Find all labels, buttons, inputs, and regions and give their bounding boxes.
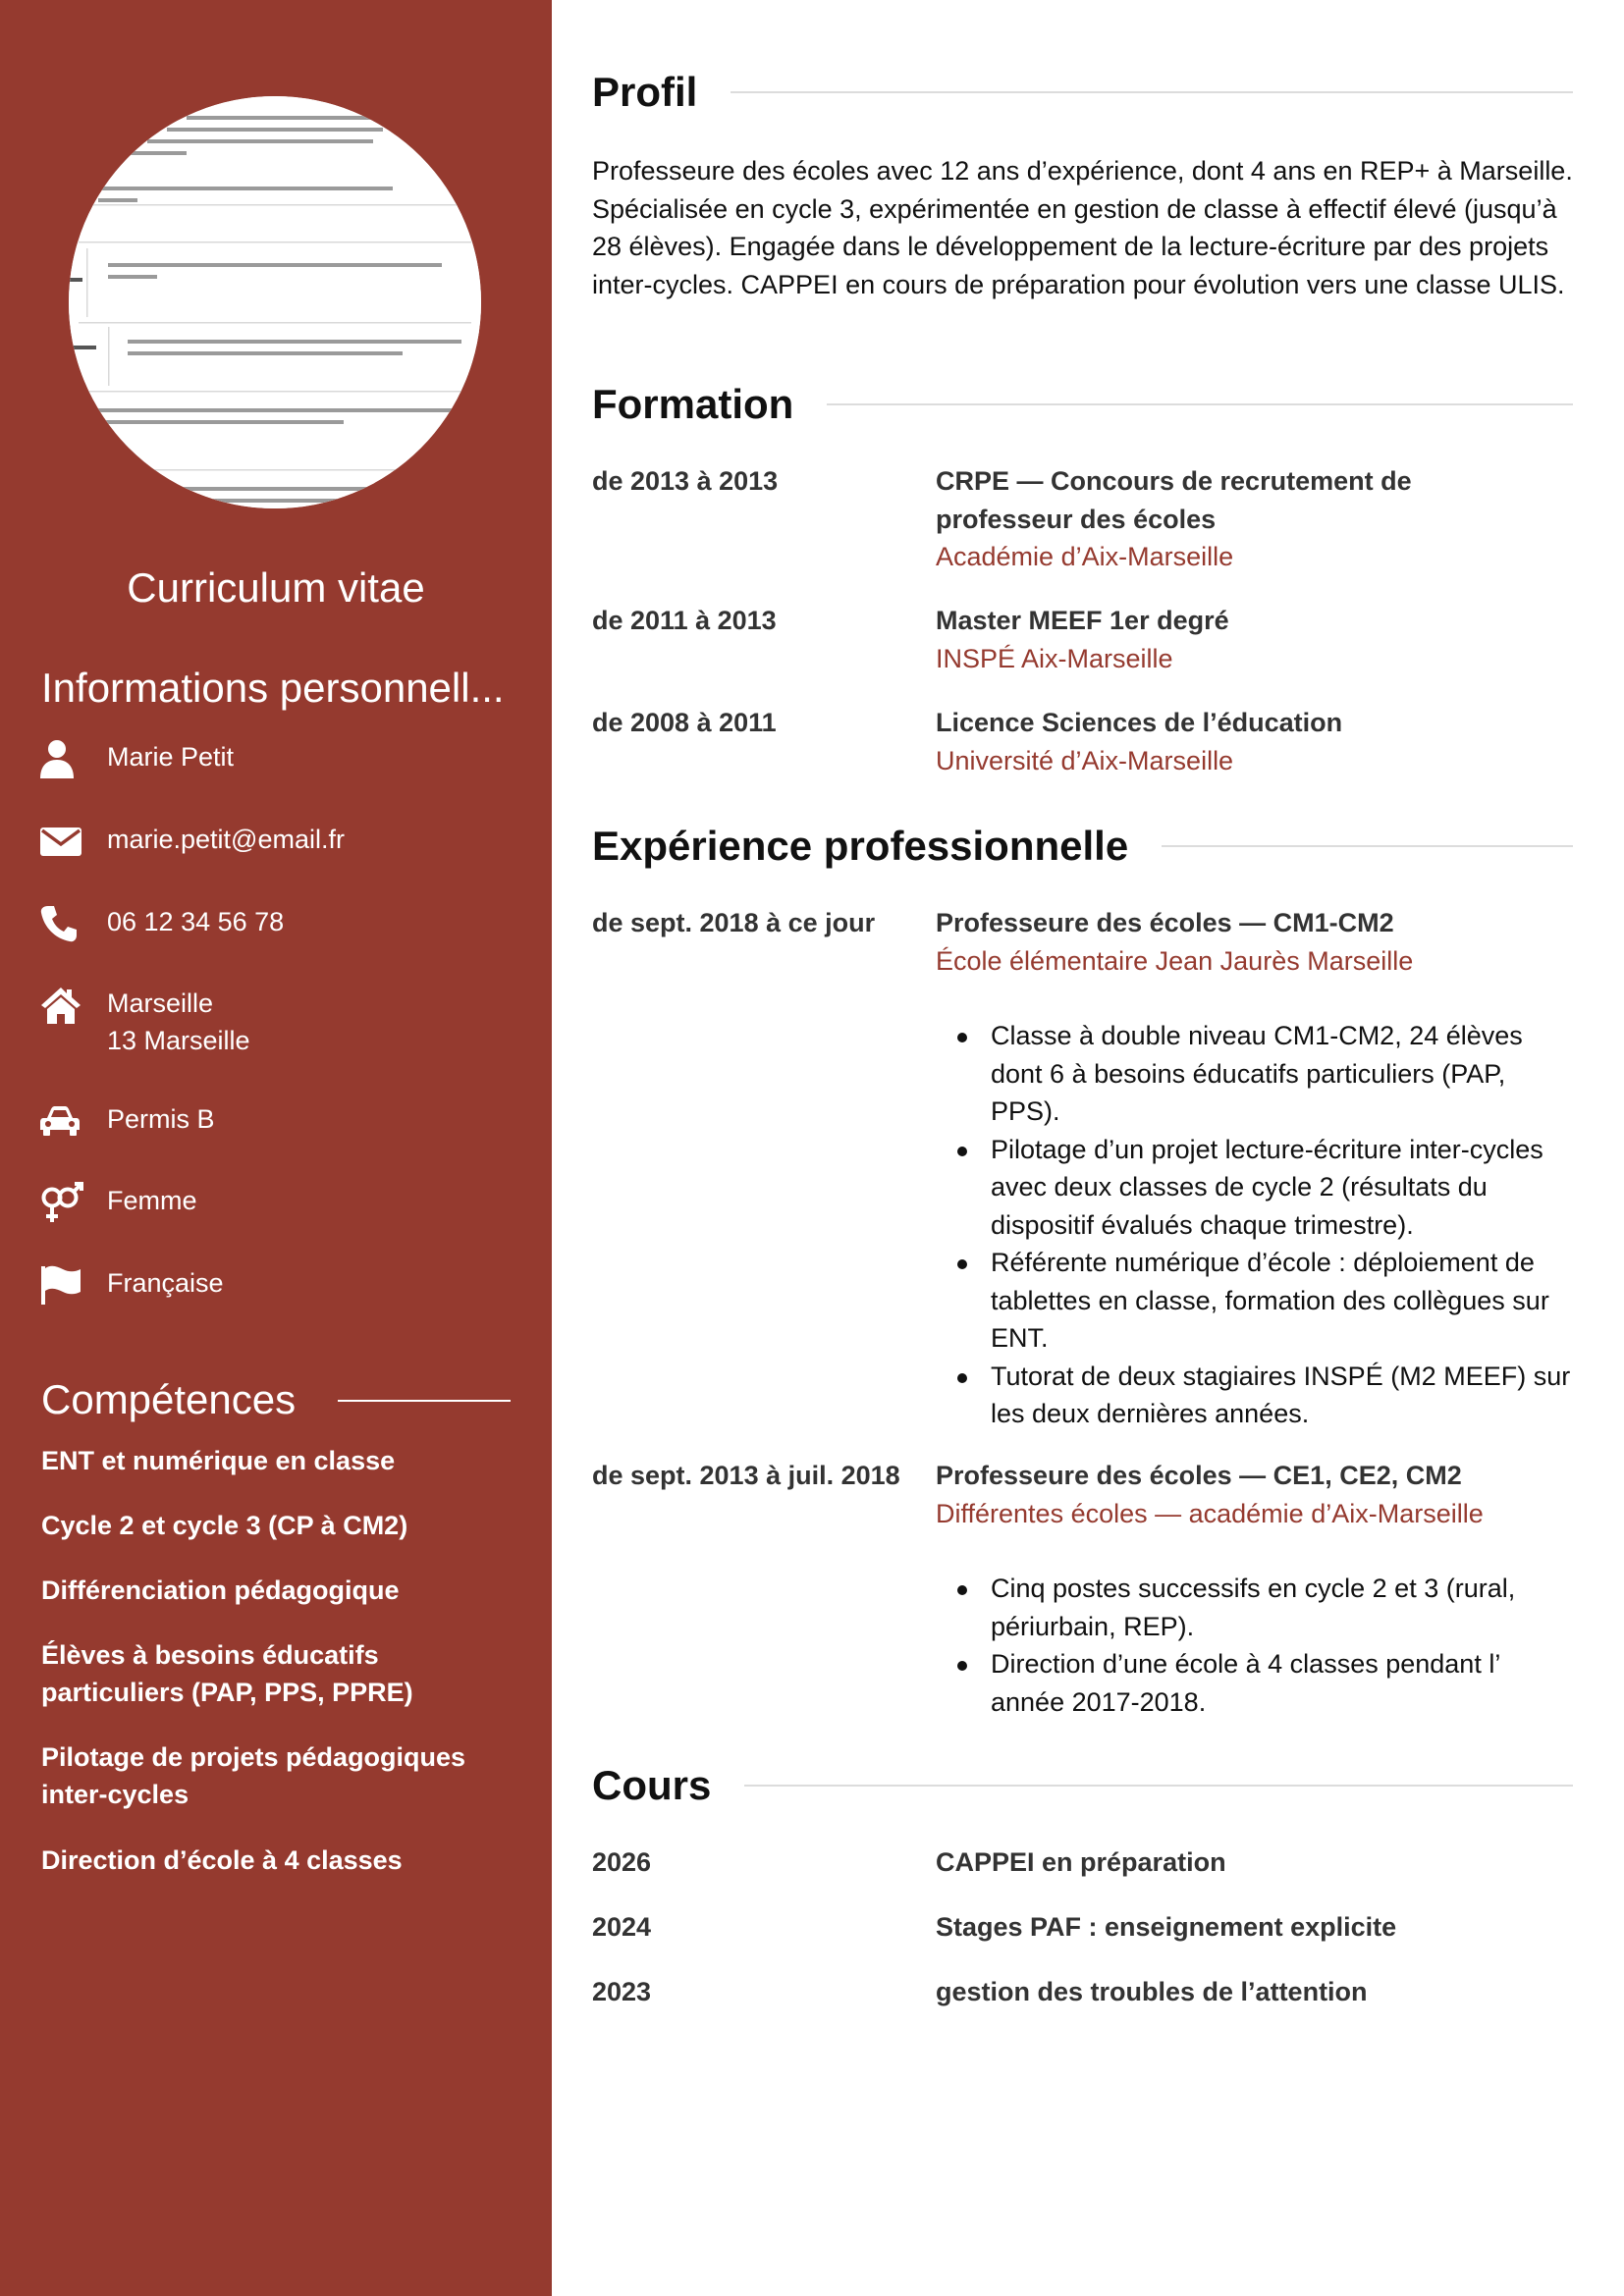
- entry-title: Stages PAF : enseignement explicite: [936, 1912, 1397, 1942]
- entry-bullets: [991, 1017, 1580, 1433]
- skills-divider: [338, 1400, 511, 1402]
- entry-date: 2023: [592, 1977, 652, 2006]
- skill-item: ENT et numérique en classe: [41, 1446, 396, 1475]
- courses-section-header: [592, 1762, 1573, 1809]
- section-divider: [731, 91, 1573, 93]
- entry-org: INSPÉ Aix-Marseille: [936, 643, 1173, 673]
- email-link[interactable]: marie.petit@email.fr: [107, 825, 345, 854]
- entry-date: de 2008 à 2011: [592, 708, 777, 737]
- entry-title: CAPPEI en préparation: [936, 1847, 1226, 1877]
- profile-summary: Professeure des écoles avec 12 ans d’expérience, dont 4 ans en REP+ à Marseille. Spécialisée en cycle 3, expérimentée en gestion de classe à effectif élevé (jusqu’à 28 élèves). Engagée dans le développement de la lecture-écriture par des projets inter-cycles. CAPPEI en cours de préparation pour évolution vers une classe ULIS.: [592, 156, 1573, 299]
- education-section-header: [592, 381, 1573, 428]
- info-name: [39, 738, 530, 779]
- bullet-item: Classe à double niveau CM1-CM2, 24 élèves dont 6 à besoins éducatifs particuliers (PAP, PPS).: [991, 1017, 1580, 1131]
- info-nationality: [39, 1264, 530, 1306]
- envelope-icon: [39, 821, 84, 862]
- entry-org: Académie d’Aix-Marseille: [936, 542, 1234, 571]
- entry-date: de 2013 à 2013: [592, 466, 779, 496]
- bullet-item: Référente numérique d’école : déploiement de tablettes en classe, formation des collègues sur ENT.: [991, 1244, 1580, 1358]
- nationality-text: Française: [107, 1268, 224, 1298]
- section-divider: [744, 1785, 1573, 1787]
- entry-title: gestion des troubles de l’attention: [936, 1977, 1368, 2006]
- experience-heading: Expérience professionnelle: [592, 823, 1129, 869]
- profile-photo: [69, 96, 481, 508]
- courses-heading: Cours: [592, 1762, 712, 1808]
- entry-org: Université d’Aix-Marseille: [936, 745, 1234, 775]
- phone-icon: [39, 903, 84, 944]
- profile-section-header: [592, 69, 1573, 116]
- education-heading: Formation: [592, 381, 794, 427]
- info-email: [39, 821, 530, 862]
- entry-title: Master MEEF 1er degré: [936, 606, 1229, 635]
- section-divider: [1162, 845, 1573, 847]
- bullet-item: Tutorat de deux stagiaires INSPÉ (M2 MEEF) sur les deux dernières années.: [991, 1358, 1580, 1433]
- info-license: [39, 1100, 530, 1142]
- info-address: [39, 985, 530, 1059]
- skill-item: Pilotage de projets pédagogiques inter-cycles: [41, 1742, 466, 1809]
- bullet-item: Pilotage d’un projet lecture-écriture inter-cycles avec deux classes de cycle 2 (résultats du dispositif évalués chaque trimestre).: [991, 1131, 1580, 1245]
- cv-title: Curriculum vitae: [127, 564, 425, 611]
- entry-title: Professeure des écoles — CE1, CE2, CM2: [936, 1461, 1462, 1490]
- entry-org: École élémentaire Jean Jaurès Marseille: [936, 945, 1414, 976]
- name-text: Marie Petit: [107, 742, 235, 772]
- entry-date: 2026: [592, 1847, 652, 1877]
- entry-date: de sept. 2018 à ce jour: [592, 908, 876, 937]
- car-icon: [39, 1100, 84, 1142]
- flag-icon: [39, 1264, 84, 1306]
- entry-title: Professeure des écoles — CM1-CM2: [936, 908, 1394, 937]
- section-divider: [827, 403, 1573, 405]
- bullet-item: Direction d’une école à 4 classes pendant l’ année 2017-2018.: [991, 1645, 1580, 1721]
- gender-text: Femme: [107, 1186, 197, 1215]
- entry-title: Licence Sciences de l’éducation: [936, 708, 1343, 737]
- skills-heading: Compétences: [41, 1376, 297, 1422]
- personal-info-heading: Informations personnell...: [41, 665, 505, 711]
- skill-item: Élèves à besoins éducatifs particuliers (PAP, PPS, PPRE): [41, 1640, 413, 1707]
- bullet-item: Cinq postes successifs en cycle 2 et 3 (rural, périurbain, REP).: [991, 1570, 1580, 1645]
- skill-item: Cycle 2 et cycle 3 (CP à CM2): [41, 1511, 408, 1540]
- gender-icon: [39, 1182, 84, 1223]
- entry-date: de sept. 2013 à juil. 2018: [592, 1461, 900, 1490]
- entry-date: 2024: [592, 1912, 652, 1942]
- license-text: Permis B: [107, 1104, 215, 1134]
- person-icon: [39, 738, 84, 779]
- info-gender: [39, 1182, 530, 1223]
- sidebar: [0, 0, 552, 2296]
- info-phone: [39, 903, 530, 944]
- home-icon: [39, 985, 84, 1026]
- experience-section-header: [592, 823, 1573, 870]
- entry-date: de 2011 à 2013: [592, 606, 777, 635]
- skill-item: Direction d’école à 4 classes: [41, 1845, 403, 1875]
- postal-text: 13 Marseille: [107, 1026, 250, 1055]
- city-text: Marseille: [107, 988, 214, 1018]
- skill-item: Différenciation pédagogique: [41, 1575, 400, 1605]
- profile-heading: Profil: [592, 69, 698, 115]
- phone-text: 06 12 34 56 78: [107, 907, 285, 936]
- entry-title: CRPE — Concours de recrutement de professeur des écoles: [936, 466, 1412, 534]
- entry-bullets: [991, 1570, 1580, 1721]
- entry-org: Différentes écoles — académie d’Aix-Marseille: [936, 1498, 1484, 1528]
- photo-image: [69, 96, 481, 508]
